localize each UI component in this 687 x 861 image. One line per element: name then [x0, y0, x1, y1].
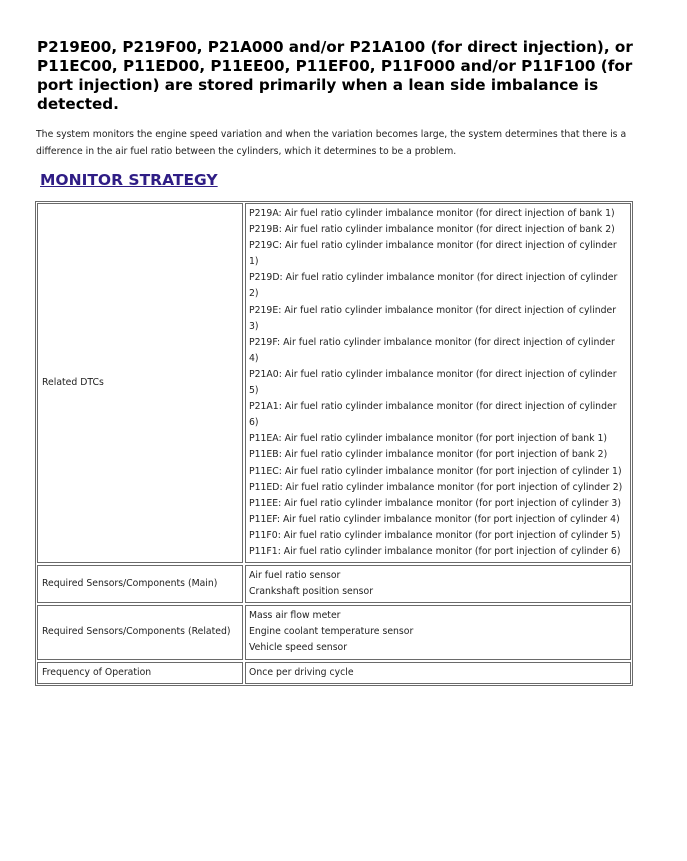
row-value-line: P219C: Air fuel ratio cylinder imbalance monitor (for direct injection of cylinder 1): [249, 240, 617, 268]
row-value-line: Crankshaft position sensor: [249, 586, 374, 598]
row-value-line: P11EF: Air fuel ratio cylinder imbalance monitor (for port injection of cylinder 4): [249, 513, 620, 525]
row-value-line: Once per driving cycle: [249, 666, 354, 678]
row-value-line: P219E: Air fuel ratio cylinder imbalance monitor (for direct injection of cylinder 3): [249, 304, 617, 332]
row-value-line: P219A: Air fuel ratio cylinder imbalance monitor (for direct injection of bank 1): [249, 208, 615, 219]
row-label-cell: [37, 662, 243, 684]
row-value-cell: [245, 203, 631, 563]
row-value-cell: [245, 662, 631, 684]
intro-paragraph: The system monitors the engine speed variation and when the variation becomes large, the system determines that there is a difference in the air fuel ratio between the cylinders, which it determines to be a problem.: [36, 129, 627, 157]
row-value-line: P11ED: Air fuel ratio cylinder imbalance monitor (for port injection of cylinder 2): [249, 481, 623, 493]
row-value-cell: [245, 565, 631, 603]
row-label: Required Sensors/Components (Main): [42, 578, 218, 590]
row-value-line: Air fuel ratio sensor: [249, 570, 341, 582]
table-row: [37, 565, 631, 603]
row-label-cell: [37, 203, 243, 563]
row-value-line: P219D: Air fuel ratio cylinder imbalance monitor (for direct injection of cylinder 2): [249, 272, 618, 300]
table-row: [37, 605, 631, 659]
row-value-line: P11F0: Air fuel ratio cylinder imbalance monitor (for port injection of cylinder 5): [249, 529, 621, 541]
table-row: [37, 662, 631, 684]
monitor-strategy-link[interactable]: MONITOR STRATEGY: [40, 171, 218, 189]
row-label: Frequency of Operation: [42, 666, 152, 678]
row-value-line: P219B: Air fuel ratio cylinder imbalance monitor (for direct injection of bank 2): [249, 224, 615, 236]
row-value-line: Mass air flow meter: [249, 610, 341, 622]
monitor-strategy-table: [35, 201, 633, 686]
row-value-line: P11EA: Air fuel ratio cylinder imbalance monitor (for port injection of bank 1): [249, 433, 608, 445]
table-row: [37, 203, 631, 563]
row-label: Related DTCs: [42, 376, 104, 388]
row-value-line: P11F1: Air fuel ratio cylinder imbalance monitor (for port injection of cylinder 6): [249, 545, 621, 557]
row-value-line: P11EC: Air fuel ratio cylinder imbalance monitor (for port injection of cylinder 1): [249, 465, 622, 477]
page-heading: P219E00, P219F00, P21A000 and/or P21A100 (for direct injection), or P11EC00, P11ED00, P11EE00, P11EF00, P11F000 and/or P11F100 (for port injection) are stored primarily when a lean side imbalance is detected.: [37, 38, 633, 113]
row-value-line: P11EE: Air fuel ratio cylinder imbalance monitor (for port injection of cylinder 3): [249, 497, 621, 509]
row-value-line: P219F: Air fuel ratio cylinder imbalance monitor (for direct injection of cylinder 4): [249, 336, 615, 364]
row-value-line: P21A0: Air fuel ratio cylinder imbalance monitor (for direct injection of cylinder 5): [249, 368, 617, 397]
row-value-line: P11EB: Air fuel ratio cylinder imbalance monitor (for port injection of bank 2): [249, 449, 608, 461]
row-value-line: P21A1: Air fuel ratio cylinder imbalance monitor (for direct injection of cylinder 6): [249, 401, 617, 429]
row-label: Required Sensors/Components (Related): [42, 626, 231, 638]
row-value-line: Engine coolant temperature sensor: [249, 626, 414, 638]
row-label-cell: [37, 565, 243, 603]
row-label-cell: [37, 605, 243, 659]
row-value-cell: [245, 605, 631, 659]
row-value-line: Vehicle speed sensor: [249, 642, 348, 654]
